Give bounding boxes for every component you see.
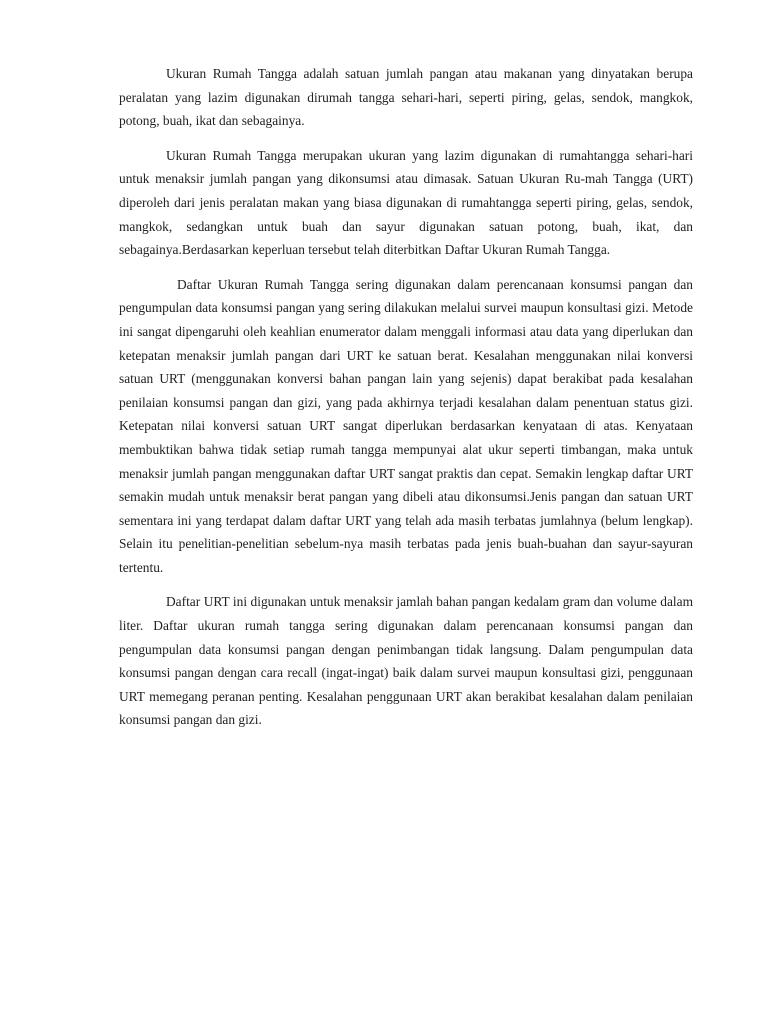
paragraph-1: Ukuran Rumah Tangga adalah satuan jumlah pangan atau makanan yang dinyatakan berupa peralatan yang lazim digunakan dirumah tangga sehari-hari, seperti piring, gelas, sendok, mangkok, potong, buah, ikat dan sebagainya. — [119, 66, 693, 129]
paragraph-3: Daftar Ukuran Rumah Tangga sering digunakan dalam perencanaan konsumsi pangan dan pengumpulan data konsumsi pangan yang sering dilakukan melalui survei maupun konsultasi gizi. Metode ini sangat dipengaruhi oleh keahlian enumerator dalam menggali informasi atau data yang diperlukan dan ketepatan menaksir jumlah pangan dari URT ke satuan berat. Kesalahan menggunakan nilai konversi satuan URT (menggunakan konversi bahan pangan lain yang sejenis) dapat berakibat pada kesalahan penilaian konsumsi pangan dan gizi, yang pada akhirnya terjadi kesalahan dalam penentuan status gizi. Ketepatan nilai konversi satuan URT sangat diperlukan berdasarkan kenyataan di atas. Kenyataan membuktikan bahwa tidak setiap rumah tangga mempunyai alat ukur seperti timbangan, maka untuk menaksir jumlah pangan menggunakan daftar URT sangat praktis dan cepat. Semakin lengkap daftar URT semakin mudah untuk menaksir berat pangan yang dibeli atau dikonsumsi.Jenis pangan dan satuan URT sementara ini yang terdapat dalam daftar URT yang telah ada masih terbatas jumlahnya (belum lengkap). Selain itu penelitian-penelitian sebelum-nya masih terbatas pada jenis buah-buahan dan sayur-sayuran tertentu. — [119, 276, 693, 575]
paragraph-4: Daftar URT ini digunakan untuk menaksir jamlah bahan pangan kedalam gram dan volume dalam liter. Daftar ukuran rumah tangga sering digunakan dalam perencanaan konsumsi pangan dan pengumpulan data konsumsi pangan dengan penimbangan tidak langsung. Dalam pengumpulan data konsumsi pangan dengan cara recall (ingat-ingat) baik dalam survei maupun konsultasi gizi, penggunaan URT memegang peranan penting. Kesalahan penggunaan URT akan berakibat kesalahan dalam penilaian konsumsi pangan dan gizi. — [119, 594, 693, 728]
document-body — [119, 62, 693, 743]
paragraph-2: Ukuran Rumah Tangga merupakan ukuran yang lazim digunakan di rumahtangga sehari-hari untuk menaksir jumlah pangan yang dikonsumsi atau dimasak. Satuan Ukuran Ru-mah Tangga (URT) diperoleh dari jenis peralatan makan yang biasa digunakan di rumahtangga seperti piring, gelas, sendok, mangkok, sedangkan untuk buah dan sayur digunakan satuan potong, buah, ikat, dan sebagainya.Berdasarkan keperluan tersebut telah diterbitkan Daftar Ukuran Rumah Tangga. — [119, 147, 693, 258]
